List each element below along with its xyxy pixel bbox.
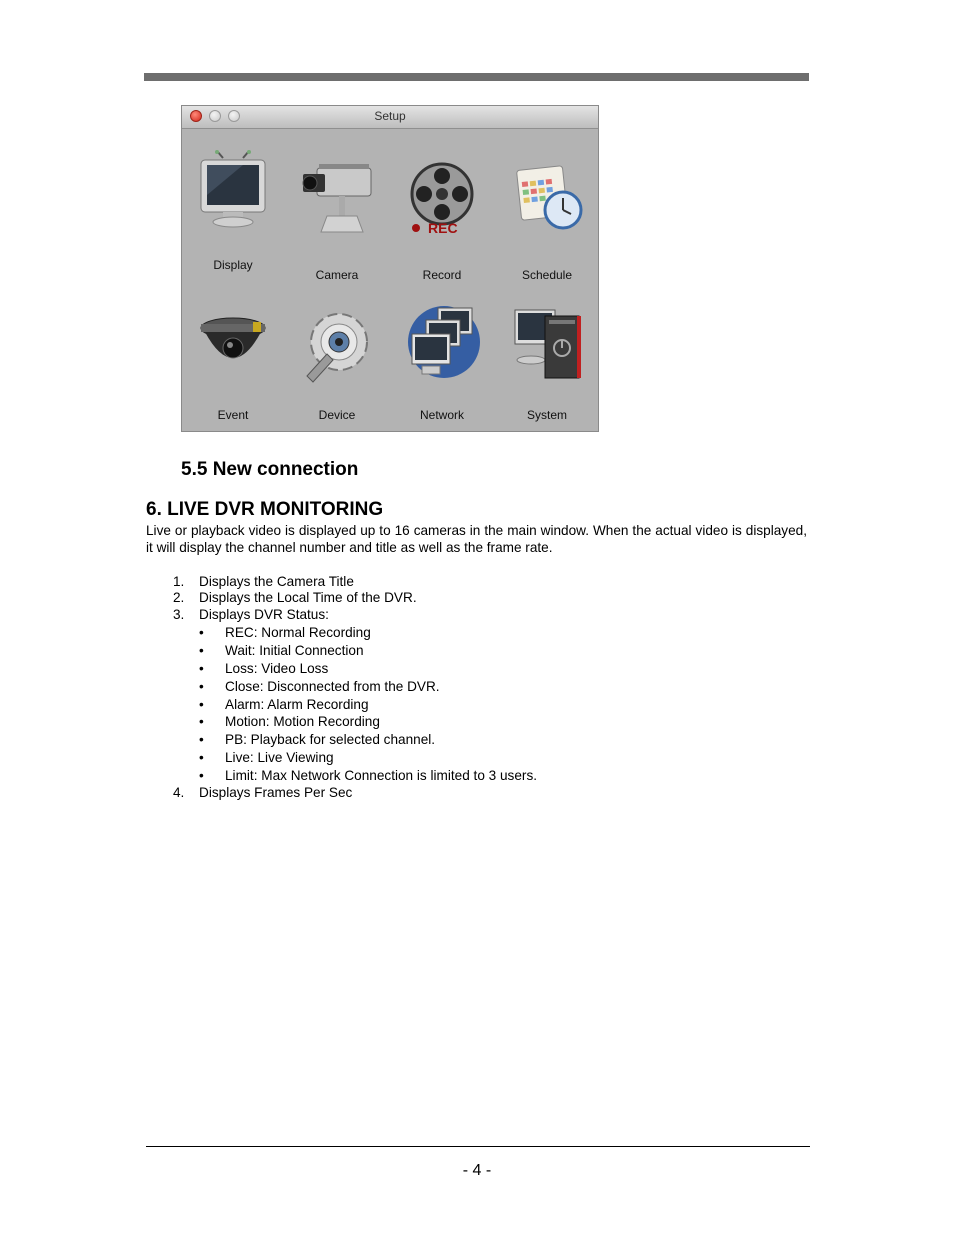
list-text: Displays Frames Per Sec bbox=[199, 785, 353, 800]
tile-system[interactable] bbox=[497, 304, 597, 432]
camera-icon bbox=[297, 160, 377, 240]
tile-camera[interactable] bbox=[287, 160, 387, 290]
bullet-text: Alarm: Alarm Recording bbox=[225, 697, 369, 712]
bullet-text: Close: Disconnected from the DVR. bbox=[225, 679, 440, 694]
bullet-text: Limit: Max Network Connection is limited to 3 users. bbox=[225, 768, 538, 783]
tile-label-schedule: Schedule bbox=[521, 268, 573, 282]
tile-schedule[interactable] bbox=[497, 160, 597, 290]
bullet-text: Loss: Video Loss bbox=[225, 661, 329, 676]
tile-network[interactable] bbox=[392, 304, 492, 432]
bullet-text: Motion: Motion Recording bbox=[225, 714, 380, 729]
list-number: 3. bbox=[173, 607, 185, 622]
monitor-icon bbox=[193, 150, 273, 230]
tile-device[interactable] bbox=[287, 304, 387, 432]
tile-label-display: Display bbox=[213, 258, 253, 272]
page-number: - 4 - bbox=[462, 1162, 492, 1179]
list-number: 4. bbox=[173, 785, 185, 800]
gear-wrench-icon bbox=[297, 304, 377, 384]
bullet-text: Live: Live Viewing bbox=[225, 750, 334, 765]
footer-rule bbox=[146, 1146, 810, 1147]
bullet-text: PB: Playback for selected channel. bbox=[225, 732, 436, 747]
network-monitors-icon bbox=[402, 304, 482, 384]
tile-label-camera: Camera bbox=[315, 268, 359, 282]
tile-label-record: Record bbox=[422, 268, 462, 282]
list-text: Displays DVR Status: bbox=[199, 607, 329, 622]
tile-label-device: Device bbox=[318, 408, 356, 422]
tile-display[interactable] bbox=[183, 150, 283, 280]
tile-label-event: Event bbox=[217, 408, 249, 422]
computer-tower-icon bbox=[507, 304, 587, 384]
window-title: Setup bbox=[374, 109, 406, 123]
tile-label-system: System bbox=[526, 408, 567, 422]
window-titlebar bbox=[182, 106, 598, 129]
bullet-text: REC: Normal Recording bbox=[225, 625, 371, 640]
list-text: Displays the Camera Title bbox=[199, 574, 354, 589]
setup-window bbox=[181, 105, 599, 432]
tile-label-network: Network bbox=[419, 408, 464, 422]
calendar-clock-icon bbox=[507, 160, 587, 240]
list-text: Displays the Local Time of the DVR. bbox=[199, 590, 417, 605]
bullet-text: Wait: Initial Connection bbox=[225, 643, 364, 658]
section-heading-6: 6. LIVE DVR MONITORING bbox=[146, 499, 384, 520]
header-rule bbox=[144, 73, 809, 81]
film-reel-icon bbox=[402, 160, 482, 240]
list-number: 1. bbox=[173, 574, 185, 589]
tile-event[interactable] bbox=[183, 304, 283, 432]
list-number: 2. bbox=[173, 590, 185, 605]
section-heading-5-5: 5.5 New connection bbox=[181, 459, 359, 480]
rec-badge: REC bbox=[428, 220, 458, 236]
intro-paragraph: Live or playback video is displayed up to 16 cameras in the main window. When the actual video is displayed, it will display the channel number and title as well as the frame rate. bbox=[146, 523, 807, 555]
tile-record[interactable] bbox=[392, 160, 492, 290]
dome-camera-icon bbox=[193, 304, 273, 384]
